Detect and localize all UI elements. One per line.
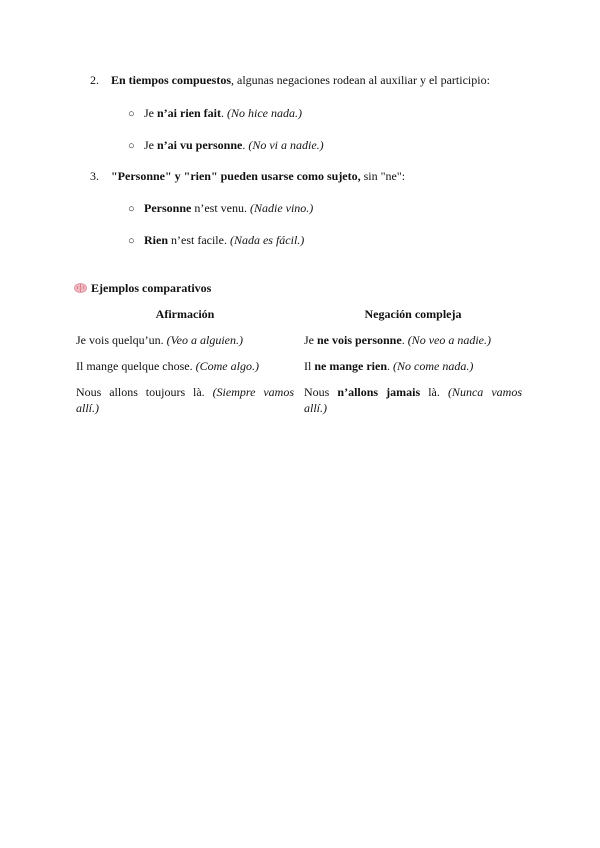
example-text: Je [144,138,157,152]
table-cell [76,332,294,358]
table-header-left: Afirmación [155,307,215,321]
list-item-3 [90,168,560,184]
section-title: Ejemplos comparativos [91,281,212,295]
cell-text: Il [304,359,315,373]
example-translation: (Nadie vino.) [249,201,314,215]
cell-translation: (Come algo.) [195,359,259,373]
cell-text: Il mange quelque chose. [76,359,196,373]
list-item-bold: En tiempos compuestos [111,73,232,87]
example-text: n’est facile. [168,233,230,247]
example-bold: n’ai vu personne [157,138,243,152]
table-cell [76,384,294,424]
list-item-text: sin "ne": [360,169,406,183]
table-header-row [76,306,522,332]
example-text: . [242,138,249,152]
cell-translation: (Nunca vamos allí.) [304,385,522,415]
example-bold: n’ai rien fait [157,106,221,120]
cell-translation: (No veo a nadie.) [407,333,491,347]
cell-translation: (Veo a alguien.) [166,333,243,347]
example-translation: (No hice nada.) [227,106,302,120]
bullet-icon: ○ [128,140,135,152]
cell-text: . [401,333,408,347]
list-item-bold: "Personne" y "rien" pueden usarse como sujeto, [111,169,361,183]
example-text: Je [144,106,157,120]
sub-item [128,137,558,154]
cell-text: Je vois quelqu’un. [76,333,167,347]
cell-bold: ne vois personne [317,333,402,347]
cell-text: là. [420,385,448,399]
section-heading [74,280,211,296]
brain-icon [74,281,87,291]
comparison-table [76,306,522,424]
cell-translation: (No come nada.) [393,359,474,373]
list-number: 3. [90,169,99,183]
cell-text: . [387,359,393,373]
table-header-right: Negación compleja [364,307,462,321]
example-bold: Rien [144,233,168,247]
bullet-icon: ○ [128,203,135,215]
cell-bold: ne mange rien [314,359,387,373]
table-row [76,332,522,358]
sub-item [128,200,558,217]
list-number: 2. [90,73,99,87]
cell-bold: n’allons jamais [337,385,421,399]
table-cell [76,358,294,384]
sub-item [128,105,558,122]
list-item-text: , algunas negaciones rodean al auxiliar y el participio: [231,73,490,87]
table-cell [304,358,522,384]
example-text: . [221,106,227,120]
bullet-icon: ○ [128,108,135,120]
example-bold: Personne [144,201,192,215]
cell-text: Nous allons toujours là. [76,385,213,399]
example-text: n’est venu. [191,201,250,215]
list-item-2 [90,72,560,88]
bullet-icon: ○ [128,235,135,247]
example-translation: (Nada es fácil.) [229,233,305,247]
table-cell [304,332,522,358]
sub-item [128,232,558,249]
table-cell [304,384,522,424]
table-row [76,358,522,384]
table-row [76,384,522,424]
cell-text: Je [304,333,317,347]
cell-translation: (Siempre vamos allí.) [76,385,294,415]
example-translation: (No vi a nadie.) [248,138,324,152]
cell-text: Nous [304,385,338,399]
